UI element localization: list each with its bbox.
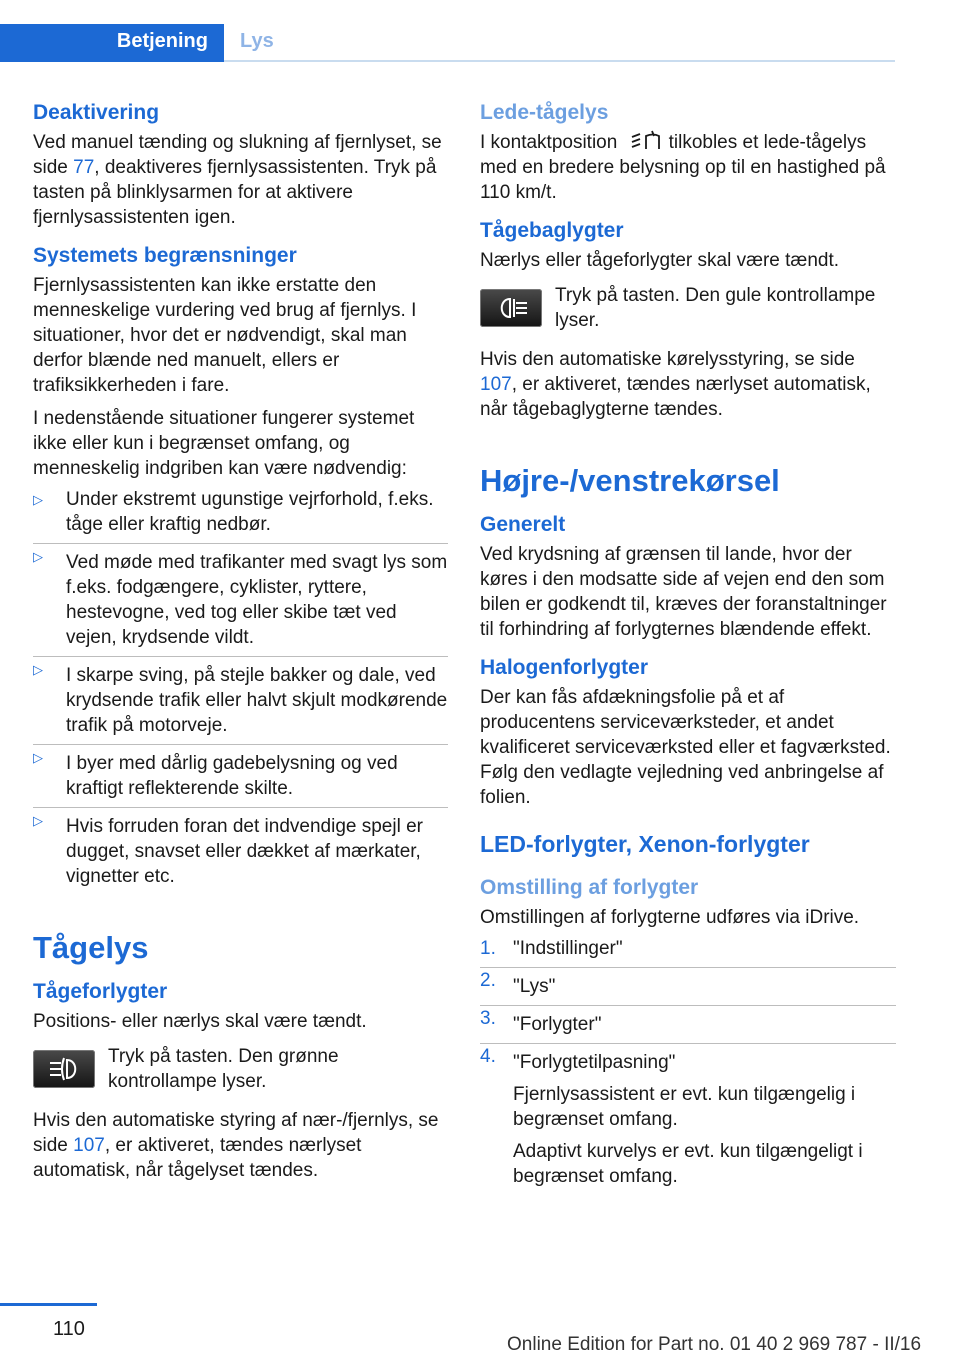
tab-betjening[interactable]: Betjening xyxy=(0,24,224,62)
fog-rear-button-row xyxy=(480,283,896,333)
generelt-body: Ved krydsning af grænsen til lande, hvor der køres i den modsatte side af vejen end den som bilen er godkendt til, kræves der foranstaltninger til forhindring af forlygternes blændende effekt. xyxy=(480,544,887,640)
step-note: Fjernlysassistent er evt. kun tilgængelig i begrænset omfang. xyxy=(513,1084,856,1130)
omstilling-body: Omstillingen af forlygterne udføres via iDrive. xyxy=(480,907,860,928)
taagebaglygter-body: Nærlys eller tågeforlygter skal være tændt. xyxy=(480,250,840,271)
list-item: 3. "Forlygter" xyxy=(480,1005,896,1037)
rear-fog-light-button[interactable] xyxy=(480,289,542,327)
section-title-generelt: Generelt xyxy=(480,513,566,536)
taageforlygter-body: Positions- eller nærlys skal være tændt. xyxy=(33,1011,367,1032)
front-fog-light-button[interactable] xyxy=(33,1050,95,1088)
section-title-lede-taagelys: Lede-tågelys xyxy=(480,101,609,124)
list-item: 1. "Indstillinger" xyxy=(480,938,623,959)
section-title-led-xenon: LED-forlygter, Xenon-forlygter xyxy=(480,831,810,857)
footer-rule xyxy=(0,1303,97,1306)
chapter-title-hoejre-venstrekoersel: Højre-/venstrekørsel xyxy=(480,463,780,498)
page-header xyxy=(0,24,895,62)
fog-front-button-text: Tryk på tasten. Den grønne kontrollampe lyser. xyxy=(108,1046,339,1092)
rear-fog-light-icon xyxy=(494,296,530,320)
page-link-107[interactable]: 107 xyxy=(73,1135,105,1156)
triangle-bullet-icon: ▷ xyxy=(33,549,43,564)
ignition-position-icon xyxy=(629,130,663,152)
page-number: 110 xyxy=(53,1318,85,1340)
edition-footer: Online Edition for Part no. 01 40 2 969 787 - II/16 xyxy=(507,1334,922,1355)
right-column xyxy=(480,100,896,1189)
section-title-halogenforlygter: Halogenforlygter xyxy=(480,656,649,679)
section-title-taageforlygter: Tågeforlygter xyxy=(33,980,168,1003)
taageforlygter-auto-note: Hvis den automatiske styring af nær-/fjernlys, se side 107, er aktiveret, tændes nærlyset automatisk, når tågelyset tændes. xyxy=(33,1110,439,1181)
begraensninger-para-2: I nedenstående situationer fungerer systemet ikke eller kun i begrænset omfang, og menneskelig indgriben kan være nødvendig: xyxy=(33,408,415,479)
tab-lys[interactable]: Lys xyxy=(240,30,274,52)
section-title-begraensninger: Systemets begrænsninger xyxy=(33,244,297,267)
page-link-77[interactable]: 77 xyxy=(73,157,95,178)
front-fog-light-icon xyxy=(47,1057,83,1081)
list-item: 2. "Lys" xyxy=(480,967,896,999)
deaktivering-body: Ved manuel tænding og slukning af fjernlyset, se side 77, deaktiveres fjernlysassistenten. Tryk på tasten på blinklysarmen for at aktivere fjernlysassistenten igen. xyxy=(33,132,442,228)
list-item: ▷ I byer med dårlig gadebelysning og ved kraftigt reflekterende skilte. xyxy=(33,744,448,801)
step-note: Adaptivt kurvelys er evt. kun tilgængeligt i begrænset omfang. xyxy=(513,1141,863,1187)
left-column xyxy=(33,100,448,1183)
chapter-title-taagelys: Tågelys xyxy=(33,930,149,965)
situation-list xyxy=(33,487,448,889)
omstilling-steps xyxy=(480,936,896,1189)
triangle-bullet-icon: ▷ xyxy=(33,662,43,677)
fog-rear-button-text: Tryk på tasten. Den gule kontrollampe lyser. xyxy=(555,285,876,331)
taagebaglygter-auto-note: Hvis den automatiske kørelysstyring, se side 107, er aktiveret, tændes nærlyset automatisk, når tågebaglygterne tændes. xyxy=(480,349,871,420)
triangle-bullet-icon: ▷ xyxy=(33,750,43,765)
section-title-omstilling: Omstilling af forlygter xyxy=(480,876,699,899)
fog-front-button-row xyxy=(33,1044,448,1094)
section-title-deaktivering: Deaktivering xyxy=(33,101,160,124)
list-item: ▷ Ved møde med trafikanter med svagt lys som f.eks. fodgængere, cyklister, ryttere, hestevogne, ved tog eller skibe tæt ved vejen, krydsende vildt. xyxy=(33,543,448,650)
list-item: ▷ I skarpe sving, på stejle bakker og dale, ved krydsende trafik eller halvt skjult modkørende trafik på motorveje. xyxy=(33,656,448,738)
begraensninger-para-1: Fjernlysassistenten kan ikke erstatte den menneskelige vurdering ved brug af fjernlys. I situationer, hvor det er nødvendigt, skal man derfor blænde ned manuelt, ellers er trafiksikkerheden i fare. xyxy=(33,275,417,396)
list-item: ▷ Under ekstremt ugunstige vejrforhold, f.eks. tåge eller kraftig nedbør. xyxy=(33,489,434,535)
list-item: ▷ Hvis forruden foran det indvendige spejl er dugget, snavset eller dækket af mærkater, vignetter etc. xyxy=(33,807,448,889)
triangle-bullet-icon: ▷ xyxy=(33,492,43,507)
halogenforlygter-body: Der kan fås afdækningsfolie på et af producentens serviceværksteder, et andet kvalificeret serviceværksted eller et fagværksted. Følg den vedlagte vejledning ved anbringelse af folien. xyxy=(480,687,891,808)
list-item: 4. "Forlygtetilpasning" Fjernlysassistent er evt. kun tilgængelig i begrænset omfang. Adaptivt kurvelys er evt. kun tilgængeligt i begrænset omfang. xyxy=(480,1043,896,1189)
triangle-bullet-icon: ▷ xyxy=(33,813,43,828)
section-title-taagebaglygter: Tågebaglygter xyxy=(480,219,624,242)
lede-taagelys-body: I kontaktposition tilkobles et lede-tågelys med en bredere belysning op til en hastighed på 110 km/t. xyxy=(480,132,886,203)
page-link-107[interactable]: 107 xyxy=(480,374,512,395)
